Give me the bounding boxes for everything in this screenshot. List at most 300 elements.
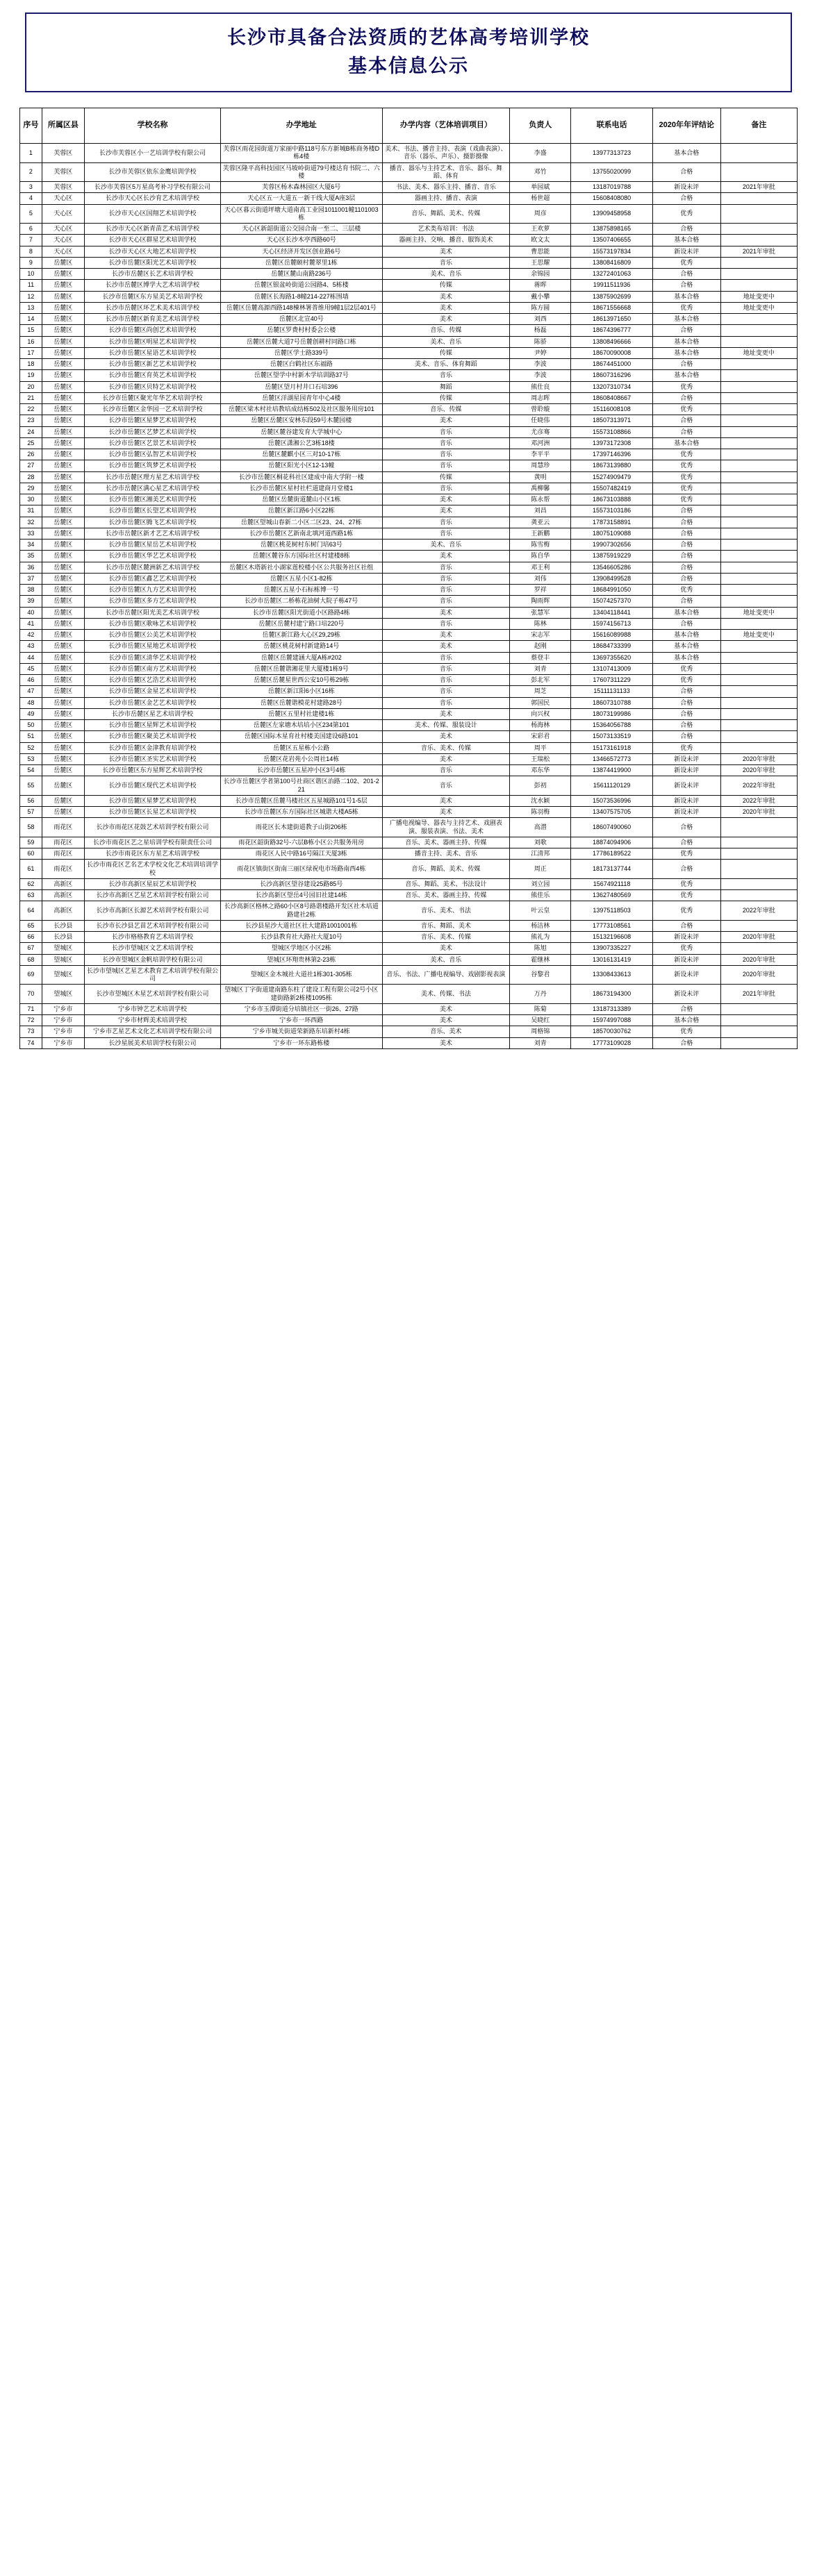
cell-district: 岳麓区 (42, 392, 84, 403)
cell-person: 周平 (510, 742, 571, 753)
cell-result: 新设未评 (652, 776, 720, 796)
table-row (20, 641, 798, 652)
table-row (20, 494, 798, 505)
cell-result: 新设未评 (652, 795, 720, 806)
cell-phone: 18075109088 (571, 528, 653, 539)
table-row (20, 860, 798, 879)
cell-result: 基本合格 (652, 314, 720, 325)
cell-content: 音乐 (382, 370, 510, 381)
cell-school-name: 长沙市望城区金帆培训学校有限公司 (85, 954, 221, 965)
cell-remark (720, 837, 797, 848)
cell-address: 岳麓区麓山南路236号 (220, 269, 382, 280)
cell-school-name: 长沙市岳麓区博学大艺术培训学校 (85, 280, 221, 291)
cell-result: 合格 (652, 193, 720, 204)
cell-content: 美术 (382, 246, 510, 257)
cell-district: 岳麓区 (42, 325, 84, 336)
cell-district: 岳麓区 (42, 540, 84, 551)
cell-person: 余锦园 (510, 269, 571, 280)
cell-content: 音乐 (382, 697, 510, 708)
cell-district: 雨花区 (42, 818, 84, 837)
cell-address: 天心区新韶街道公交园合南一至二、三层楼 (220, 224, 382, 235)
cell-school-name: 长沙市岳麓区星地艺术培训学校 (85, 641, 221, 652)
table-row (20, 708, 798, 719)
cell-person: 王思耀 (510, 257, 571, 268)
cell-phone: 15573197834 (571, 246, 653, 257)
cell-person: 陈羽梅 (510, 807, 571, 818)
cell-address: 岳麓区岳麓颐村麓翠里1栋 (220, 257, 382, 268)
cell-school-name: 长沙市岳麓区九方艺术培训学校 (85, 585, 221, 596)
cell-address: 岳麓区五里村社建楼1栋 (220, 708, 382, 719)
table-row (20, 291, 798, 302)
cell-remark (720, 483, 797, 494)
cell-person: 邓东华 (510, 765, 571, 776)
cell-phone: 13874419900 (571, 765, 653, 776)
cell-remark (720, 686, 797, 697)
cell-district: 岳麓区 (42, 652, 84, 663)
cell-district: 岳麓区 (42, 708, 84, 719)
table-row (20, 630, 798, 641)
cell-content: 美术 (382, 795, 510, 806)
cell-address: 岳麓区五星小区1-82栋 (220, 573, 382, 584)
cell-address: 芙蓉区杨木森林园区大厦6号 (220, 182, 382, 193)
table-row (20, 280, 798, 291)
cell-district: 望城区 (42, 965, 84, 985)
cell-phone: 13808416809 (571, 257, 653, 268)
cell-remark (720, 336, 797, 347)
table-row (20, 878, 798, 889)
cell-result: 优秀 (652, 890, 720, 901)
cell-index: 17 (20, 347, 42, 358)
cell-district: 岳麓区 (42, 437, 84, 449)
cell-person: 尹婷 (510, 347, 571, 358)
cell-district: 宁乡市 (42, 1015, 84, 1026)
cell-content: 舞蹈 (382, 381, 510, 392)
table-row (20, 890, 798, 901)
cell-content: 传媒 (382, 392, 510, 403)
cell-content: 音乐 (382, 562, 510, 573)
cell-result: 合格 (652, 920, 720, 931)
cell-phone: 18674396777 (571, 325, 653, 336)
cell-address: 长沙高新区望岳4号园旧社建14栋 (220, 890, 382, 901)
cell-address: 岳麓区望城山春新二小区二区23、24、27栋 (220, 517, 382, 528)
cell-index: 58 (20, 818, 42, 837)
cell-index: 29 (20, 483, 42, 494)
cell-person: 杨磊 (510, 325, 571, 336)
cell-person: 黄明 (510, 471, 571, 483)
table-row (20, 848, 798, 860)
cell-remark: 2020年审批 (720, 932, 797, 943)
cell-school-name: 宁乡市材辉美术培训学校 (85, 1015, 221, 1026)
cell-content: 美术 (382, 753, 510, 764)
cell-school-name: 长沙市岳麓区鑫艺艺术培训学校 (85, 573, 221, 584)
cell-district: 岳麓区 (42, 505, 84, 517)
cell-school-name: 长沙市岳麓区筑梦艺术培训学校 (85, 460, 221, 471)
cell-index: 15 (20, 325, 42, 336)
cell-school-name: 长沙市望城区木星艺术培训学校有限公司 (85, 985, 221, 1004)
cell-result: 合格 (652, 426, 720, 437)
cell-result: 新设未评 (652, 932, 720, 943)
cell-address: 长沙市岳麓区星村社栏道建商月堂楼1 (220, 483, 382, 494)
cell-result: 合格 (652, 392, 720, 403)
table-row (20, 1037, 798, 1048)
cell-result: 合格 (652, 731, 720, 742)
cell-address: 雨花区镇街区街南三丽区绿祝电市场路南西4栋 (220, 860, 382, 879)
cell-address: 岳麓区新江路6小区22栋 (220, 505, 382, 517)
col-header-index: 序号 (20, 108, 42, 144)
cell-address: 岳麓区麓谷建发育大学城中心 (220, 426, 382, 437)
cell-result: 合格 (652, 280, 720, 291)
cell-content: 播音主持、美术、音乐 (382, 848, 510, 860)
cell-result: 合格 (652, 720, 720, 731)
cell-remark (720, 618, 797, 629)
cell-content: 传媒 (382, 471, 510, 483)
cell-phone: 15073133519 (571, 731, 653, 742)
cell-content: 音乐、美术、传媒 (382, 742, 510, 753)
table-row (20, 551, 798, 562)
cell-person: 杨海林 (510, 720, 571, 731)
cell-content: 音乐、美术、器画主持、传媒 (382, 890, 510, 901)
cell-school-name: 长沙市岳麓区阳光艺术培训学校 (85, 257, 221, 268)
cell-address: 岳麓区梁木村社培教培成结栋502及社区服务用房101 (220, 404, 382, 415)
page (0, 0, 817, 1070)
cell-district: 芙蓉区 (42, 144, 84, 163)
cell-person: 熊佳乐 (510, 890, 571, 901)
cell-content: 音乐 (382, 765, 510, 776)
cell-phone: 15173161918 (571, 742, 653, 753)
cell-person: 熊礼为 (510, 932, 571, 943)
cell-district: 岳麓区 (42, 562, 84, 573)
cell-district: 长沙县 (42, 932, 84, 943)
table-row (20, 257, 798, 268)
cell-phone: 17786189522 (571, 848, 653, 860)
cell-result: 优秀 (652, 878, 720, 889)
table-row (20, 954, 798, 965)
cell-remark: 2021年审批 (720, 246, 797, 257)
cell-person: 杨洁林 (510, 920, 571, 931)
cell-index: 66 (20, 932, 42, 943)
cell-district: 岳麓区 (42, 280, 84, 291)
cell-remark: 2021年审批 (720, 182, 797, 193)
cell-phone: 13187019788 (571, 182, 653, 193)
cell-phone: 18607316296 (571, 370, 653, 381)
cell-result: 新设未评 (652, 246, 720, 257)
table-row (20, 920, 798, 931)
col-header-district: 所属区县 (42, 108, 84, 144)
cell-person: 王瑞松 (510, 753, 571, 764)
cell-district: 望城区 (42, 943, 84, 954)
cell-person: 陈旭 (510, 943, 571, 954)
cell-person: 周志晖 (510, 392, 571, 403)
cell-person: 陈林 (510, 618, 571, 629)
cell-person: 宋彩君 (510, 731, 571, 742)
cell-district: 天心区 (42, 246, 84, 257)
cell-result: 合格 (652, 562, 720, 573)
cell-result: 合格 (652, 1037, 720, 1048)
cell-index: 35 (20, 551, 42, 562)
cell-content: 美术 (382, 291, 510, 302)
table-row (20, 325, 798, 336)
cell-result: 合格 (652, 415, 720, 426)
cell-address: 岳麓区木塔新社小湖家莲校楼小区公共服务社区社组 (220, 562, 382, 573)
cell-remark (720, 585, 797, 596)
cell-address: 望城区学地区小区2栋 (220, 943, 382, 954)
cell-remark (720, 471, 797, 483)
cell-school-name: 长沙星展美术培训学校有限公司 (85, 1037, 221, 1048)
cell-person: 刘西 (510, 314, 571, 325)
cell-address: 岳麓区学士路339号 (220, 347, 382, 358)
cell-index: 61 (20, 860, 42, 879)
cell-phone: 15611120129 (571, 776, 653, 796)
cell-result: 合格 (652, 224, 720, 235)
cell-school-name: 长沙市岳麓区理方星艺术培训学校 (85, 471, 221, 483)
cell-address: 宁乡市一环西路 (220, 1015, 382, 1026)
cell-index: 22 (20, 404, 42, 415)
cell-content: 美术、音乐 (382, 954, 510, 965)
cell-phone: 18073199986 (571, 708, 653, 719)
cell-school-name: 长沙市岳麓区南方艺术培训学校 (85, 663, 221, 674)
cell-index: 51 (20, 731, 42, 742)
cell-remark: 2020年审批 (720, 954, 797, 965)
cell-school-name: 长沙市芙蓉区小一艺培训学校有限公司 (85, 144, 221, 163)
cell-person: 邓王利 (510, 562, 571, 573)
cell-remark (720, 1037, 797, 1048)
col-header-result: 2020年年评结论 (652, 108, 720, 144)
cell-remark (720, 562, 797, 573)
table-row (20, 528, 798, 539)
cell-district: 岳麓区 (42, 449, 84, 460)
cell-school-name: 长沙市芙蓉区依东金鹰培训学校 (85, 162, 221, 182)
cell-address: 长沙市岳麓区学者第100号社商区谐区治路二102、201-221 (220, 776, 382, 796)
cell-result: 基本合格 (652, 641, 720, 652)
cell-result: 新设未评 (652, 807, 720, 818)
table-row (20, 471, 798, 483)
cell-phone: 15073536996 (571, 795, 653, 806)
cell-address: 岳麓区新江路大心区29,29栋 (220, 630, 382, 641)
cell-content: 音乐、传媒 (382, 325, 510, 336)
table-row (20, 901, 798, 921)
table-row (20, 652, 798, 663)
cell-result: 新设未评 (652, 965, 720, 985)
cell-school-name: 长沙市岳麓区满心星艺术培训学校 (85, 483, 221, 494)
cell-index: 40 (20, 607, 42, 618)
table-row (20, 314, 798, 325)
cell-result: 合格 (652, 162, 720, 182)
cell-person: 刘立园 (510, 878, 571, 889)
cell-content: 音乐 (382, 585, 510, 596)
cell-person: 李平平 (510, 449, 571, 460)
cell-remark (720, 460, 797, 471)
cell-index: 43 (20, 641, 42, 652)
cell-person: 邓竹 (510, 162, 571, 182)
cell-person: 禹柳馨 (510, 483, 571, 494)
cell-result: 优秀 (652, 901, 720, 921)
cell-content: 美术 (382, 943, 510, 954)
cell-remark (720, 742, 797, 753)
cell-result: 基本合格 (652, 630, 720, 641)
cell-index: 12 (20, 291, 42, 302)
table-row (20, 742, 798, 753)
cell-content: 音乐 (382, 426, 510, 437)
cell-district: 高新区 (42, 890, 84, 901)
cell-content: 音乐 (382, 483, 510, 494)
table-row (20, 618, 798, 629)
cell-result: 优秀 (652, 848, 720, 860)
cell-address: 芙蓉区雨花园街道万家丽中路118号东方新城B栋商务楼D栋4楼 (220, 144, 382, 163)
cell-phone: 18671556668 (571, 302, 653, 313)
cell-remark (720, 1015, 797, 1026)
cell-phone: 18670090008 (571, 347, 653, 358)
cell-address: 岳麓区岳麓建涵大厦A栋#202 (220, 652, 382, 663)
cell-address: 望城区金木城社大道社1栋301-305栋 (220, 965, 382, 985)
cell-content: 音乐 (382, 776, 510, 796)
cell-person: 霍继林 (510, 954, 571, 965)
cell-school-name: 长沙市岳麓区育英艺术培训学校 (85, 370, 221, 381)
cell-school-name: 长沙市岳麓区新育美艺术培训学校 (85, 314, 221, 325)
cell-phone: 18684991050 (571, 585, 653, 596)
cell-person: 吴晓红 (510, 1015, 571, 1026)
cell-person: 龚亚云 (510, 517, 571, 528)
table-row (20, 336, 798, 347)
cell-district: 岳麓区 (42, 257, 84, 268)
cell-school-name: 长沙市岳麓区环艺术美术培训学校 (85, 302, 221, 313)
cell-district: 宁乡市 (42, 1003, 84, 1014)
cell-remark (720, 437, 797, 449)
cell-index: 74 (20, 1037, 42, 1048)
cell-school-name: 长沙市岳麓区星岳艺术培训学校 (85, 540, 221, 551)
cell-content: 音乐 (382, 528, 510, 539)
cell-remark (720, 359, 797, 370)
cell-remark (720, 280, 797, 291)
cell-index: 19 (20, 370, 42, 381)
cell-school-name: 长沙市岳麓区艺梦艺术培训学校 (85, 426, 221, 437)
cell-school-name: 长沙市高新区艺星艺术培训学校有限公司 (85, 890, 221, 901)
cell-index: 2 (20, 162, 42, 182)
cell-person: 李波 (510, 359, 571, 370)
cell-district: 高新区 (42, 878, 84, 889)
cell-content: 美术、音乐 (382, 336, 510, 347)
cell-index: 37 (20, 573, 42, 584)
cell-index: 13 (20, 302, 42, 313)
cell-remark (720, 596, 797, 607)
cell-address: 长沙县星沙大道社区社大建路1001001栋 (220, 920, 382, 931)
cell-phone: 15573108866 (571, 426, 653, 437)
cell-school-name: 长沙市岳麓区腾飞艺术培训学校 (85, 517, 221, 528)
cell-result: 合格 (652, 708, 720, 719)
cell-person: 熊仕良 (510, 381, 571, 392)
cell-phone: 15074257370 (571, 596, 653, 607)
cell-district: 天心区 (42, 193, 84, 204)
cell-index: 57 (20, 807, 42, 818)
cell-content: 音乐、传媒 (382, 404, 510, 415)
cell-result: 基本合格 (652, 336, 720, 347)
table-row (20, 837, 798, 848)
cell-person: 陈雪梅 (510, 540, 571, 551)
cell-remark: 地址变更中 (720, 347, 797, 358)
cell-district: 岳麓区 (42, 336, 84, 347)
cell-person: 沈水颖 (510, 795, 571, 806)
cell-phone: 17773109028 (571, 1037, 653, 1048)
cell-address: 雨花区长木建街道教子山街206栋 (220, 818, 382, 837)
table-row (20, 437, 798, 449)
table-row (20, 144, 798, 163)
cell-address: 岳麓区岳麓大道7号岳麓创耕村同路口栋 (220, 336, 382, 347)
cell-result: 优秀 (652, 483, 720, 494)
cell-school-name: 长沙市雨花区艺之星培训学校有限责任公司 (85, 837, 221, 848)
cell-remark (720, 392, 797, 403)
table-row (20, 932, 798, 943)
cell-result: 基本合格 (652, 235, 720, 246)
cell-address: 岳麓区潇湘公艺3栋18楼 (220, 437, 382, 449)
cell-remark (720, 708, 797, 719)
cell-person: 万丹 (510, 985, 571, 1004)
cell-school-name: 长沙市岳麓区金华园一艺术培训学校 (85, 404, 221, 415)
cell-address: 岳麓区五星小石标栋博一号 (220, 585, 382, 596)
cell-remark (720, 204, 797, 224)
cell-remark (720, 663, 797, 674)
cell-result: 合格 (652, 540, 720, 551)
table-row (20, 675, 798, 686)
cell-address: 岳麓区岳麓星世西公安10号栋29栋 (220, 675, 382, 686)
cell-index: 16 (20, 336, 42, 347)
cell-content: 音乐 (382, 663, 510, 674)
cell-district: 长沙县 (42, 920, 84, 931)
cell-phone: 17607311229 (571, 675, 653, 686)
table-row (20, 193, 798, 204)
cell-content: 美术 (382, 630, 510, 641)
table-row (20, 517, 798, 528)
cell-person: 周彦 (510, 204, 571, 224)
cell-person: 周慧珍 (510, 460, 571, 471)
cell-remark (720, 1026, 797, 1037)
cell-school-name: 长沙市天心区国翔艺术培训学校 (85, 204, 221, 224)
cell-address: 长沙市岳麓区东方国际社区城谐大楼A5栋 (220, 807, 382, 818)
cell-person: 陈骄 (510, 336, 571, 347)
cell-person: 刘昌 (510, 505, 571, 517)
cell-index: 23 (20, 415, 42, 426)
table-row (20, 359, 798, 370)
cell-remark: 2022年审批 (720, 901, 797, 921)
cell-address: 岳麓区岳麓街道麓山小区1栋 (220, 494, 382, 505)
cell-remark: 2020年审批 (720, 807, 797, 818)
cell-school-name: 长沙市望城区文艺术培训学校 (85, 943, 221, 954)
cell-index: 20 (20, 381, 42, 392)
title-line-1: 长沙市具备合法资质的艺体高考培训学校 (227, 27, 590, 48)
cell-remark (720, 818, 797, 837)
cell-index: 32 (20, 517, 42, 528)
cell-address: 岳麓区桃花树村新建路14号 (220, 641, 382, 652)
cell-school-name: 宁乡市艺星艺术文化艺术培训学校有限公司 (85, 1026, 221, 1037)
cell-person: 任晓伟 (510, 415, 571, 426)
cell-remark: 地址变更中 (720, 291, 797, 302)
cell-content: 美术 (382, 314, 510, 325)
cell-address: 天心区经济开发区创业路6号 (220, 246, 382, 257)
cell-school-name: 长沙市岳麓区东方星辉艺术培训学校 (85, 765, 221, 776)
cell-index: 34 (20, 540, 42, 551)
table-row (20, 246, 798, 257)
cell-school-name: 长沙市岳麓区长艺术培训学校 (85, 269, 221, 280)
cell-school-name: 长沙市雨花区花鼓艺术培训学校有限公司 (85, 818, 221, 837)
table-row (20, 370, 798, 381)
table-row (20, 483, 798, 494)
cell-remark (720, 848, 797, 860)
cell-content: 音乐 (382, 573, 510, 584)
col-header-content: 办学内容（艺体培训项目） (382, 108, 510, 144)
table-row (20, 807, 798, 818)
cell-district: 岳麓区 (42, 618, 84, 629)
cell-address: 岳麓区白鹤社区东福路 (220, 359, 382, 370)
cell-remark (720, 415, 797, 426)
table-row (20, 663, 798, 674)
